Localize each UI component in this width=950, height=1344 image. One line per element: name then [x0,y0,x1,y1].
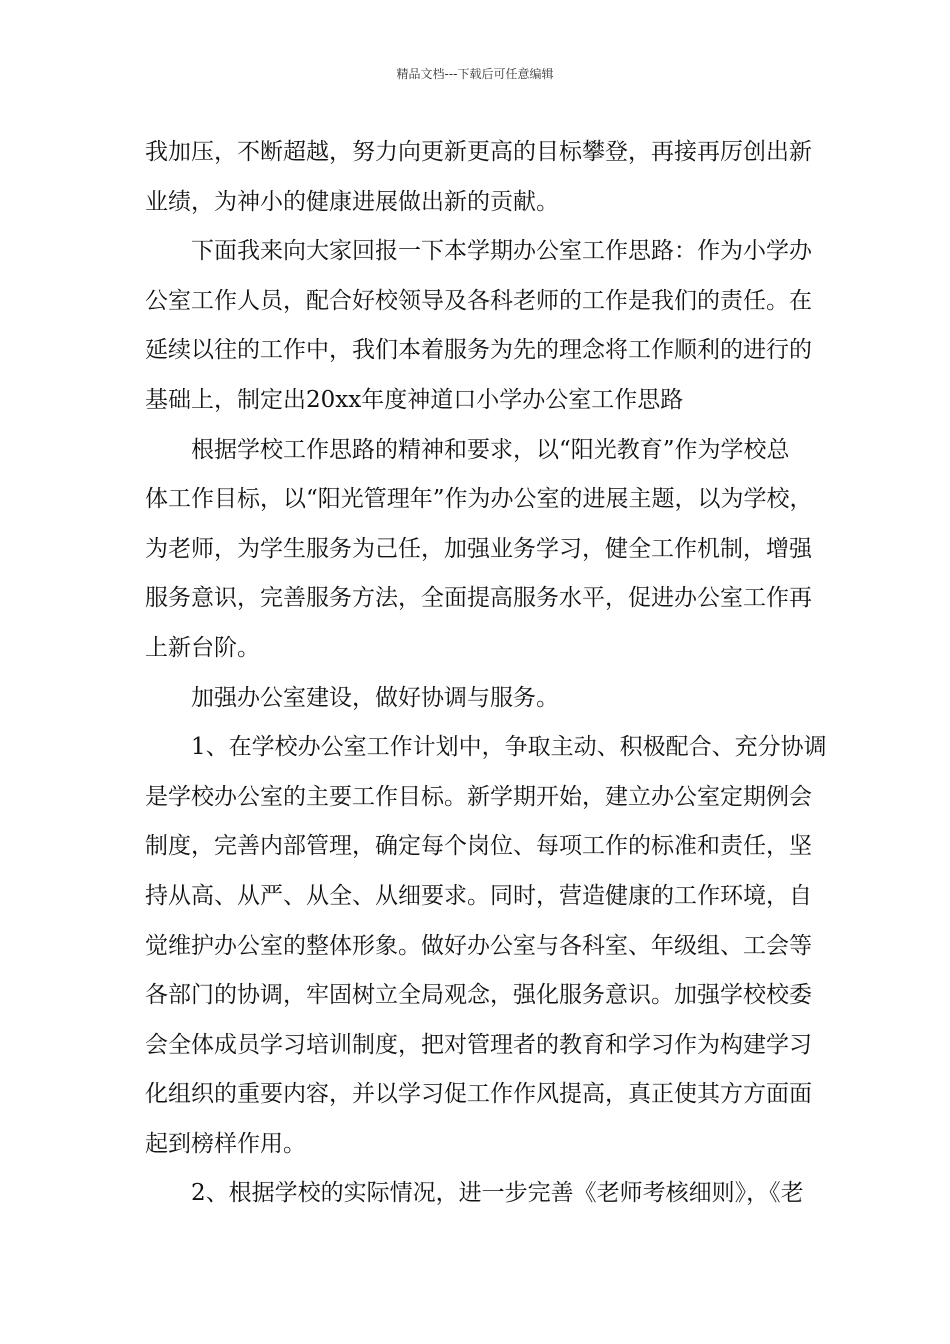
text-line: 我加压，不断超越，努力向更新更高的目标攀登，再接再厉创出新 [145,139,812,165]
page-header: 精品文档---下载后可任意编辑 [396,67,554,81]
text-line: 下面我来向大家回报一下本学期办公室工作思路：作为小学办 [191,238,812,265]
text-line: 公室工作人员，配合好校领导及各科老师的工作是我们的责任。在 [145,287,812,314]
text-line: 化组织的重要内容，并以学习促工作作风提高，真正使其方方面面 [145,1081,812,1108]
text-line: 起到榜样作用。 [145,1130,306,1157]
text-line: 延续以往的工作中，我们本着服务为先的理念将工作顺利的进行的 [145,337,812,364]
text-line: 基础上，制定出20xx年度神道口小学办公室工作思路 [145,386,684,413]
text-line: 体工作目标，以“阳光管理年”作为办公室的进展主题，以为学校， [145,486,813,513]
text-line: 持从高、从严、从全、从细要求。同时，营造健康的工作环境，自 [145,882,812,909]
text-line: 2、根据学校的实际情况，进一步完善《老师考核细则》，《老 [191,1180,804,1207]
text-line: 1、在学校办公室工作计划中，争取主动、积极配合、充分协调 [191,734,827,761]
text-line: 觉维护办公室的整体形象。做好办公室与各科室、年级组、工会等 [145,932,812,959]
text-line: 服务意识，完善服务方法，全面提高服务水平，促进办公室工作再 [145,585,812,612]
text-line: 制度，完善内部管理，确定每个岗位、每项工作的标准和责任，坚 [145,833,812,860]
text-line: 业绩，为神小的健康进展做出新的贡献。 [145,188,559,215]
text-line: 会全体成员学习培训制度，把对管理者的教育和学习作为构建学习 [145,1031,812,1058]
text-line: 是学校办公室的主要工作目标。新学期开始，建立办公室定期例会 [145,783,812,810]
text-line: 为老师，为学生服务为己任，加强业务学习，健全工作机制，增强 [145,535,812,562]
text-line: 各部门的协调，牢固树立全局观念，强化服务意识。加强学校校委 [145,982,812,1009]
text-line: 上新台阶。 [145,634,260,661]
text-line: 根据学校工作思路的精神和要求，以“阳光教育”作为学校总 [191,436,790,463]
document-body [145,128,827,1219]
text-line: 加强办公室建设，做好协调与服务。 [191,684,559,711]
